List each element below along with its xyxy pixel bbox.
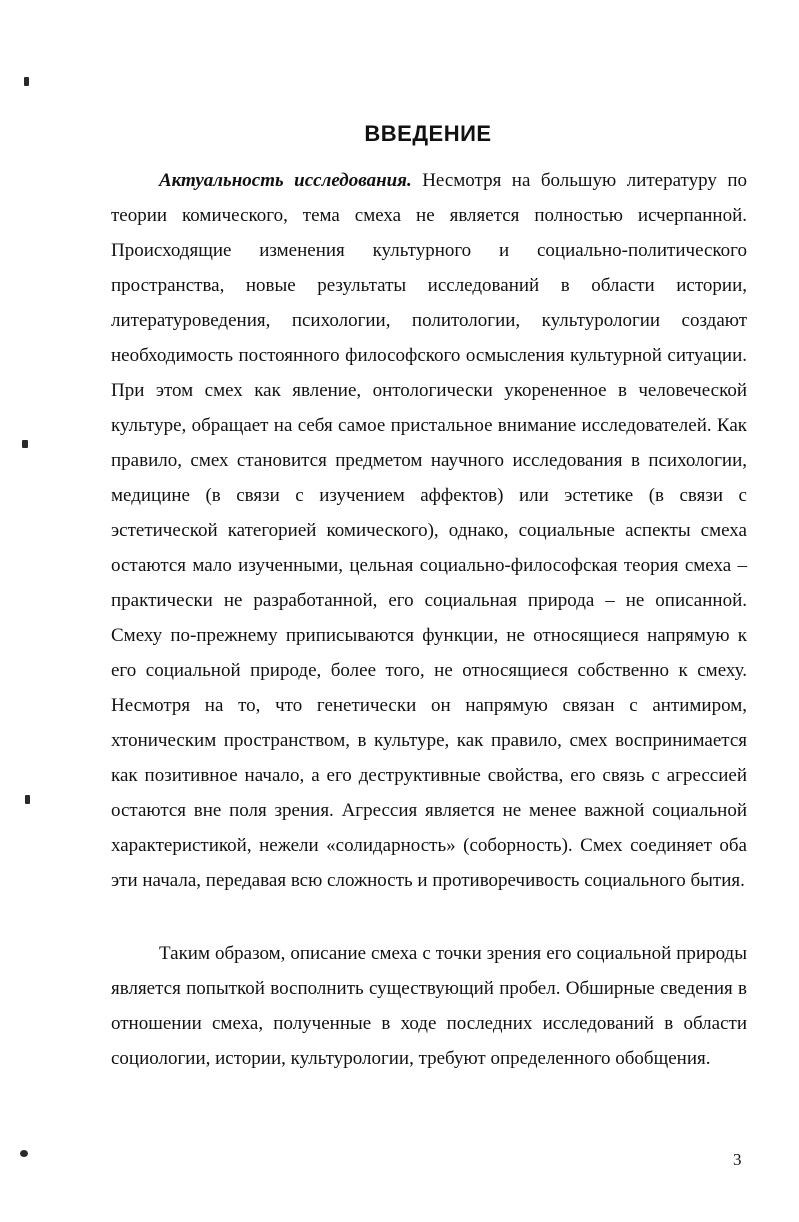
- paragraph-relevance: [111, 163, 747, 898]
- page-number: 3: [733, 1150, 742, 1169]
- paragraph-lead-heading: Актуальность исследования.: [159, 170, 412, 191]
- paragraph-text: Таким образом, описание смеха с точки зрения его социальной природы является попыткой восполнить существующий пробел. Обширные сведения в отношении смеха, полученные в ходе последних исследований в области социологии, истории, культурологии, требуют определенного обобщения.: [111, 943, 747, 1069]
- scan-speck: [24, 77, 29, 86]
- page-title: ВВЕДЕНИЕ: [364, 121, 492, 146]
- scan-speck: [20, 1150, 28, 1157]
- scan-speck: [25, 795, 30, 804]
- paragraph-text: Несмотря на большую литературу по теории комического, тема смеха не является полностью исчерпанной. Происходящие изменения культурного и социально-политического пространства, новые результаты исследований в области истории, литературоведения, психологии, политологии, культурологии создают необходимость постоянного философского осмысления культурной ситуации. При этом смех как явление, онтологически укорененное в человеческой культуре, обращает на себя самое пристальное внимание исследователей. Как правило, смех становится предметом научного исследования в психологии, медицине (в связи с изучением аффектов) или эстетике (в связи с эстетической категорией комического), однако, социальные аспекты смеха остаются мало изученными, цельная социально-философская теория смеха –практически не разработанной, его социальная природа – не описанной. Смеху по-прежнему приписываются функции, не относящиеся напрямую к его социальной природе, более того, не относящиеся собственно к смеху. Несмотря на то, что генетически он напрямую связан с антимиром, хтоническим пространством, в культуре, как правило, смех воспринимается как позитивное начало, а его деструктивные свойства, его связь с агрессией остаются вне поля зрения. Агрессия является не менее важной социальной характеристикой, нежели «солидарность» (соборность). Смех соединяет оба эти начала, передавая всю сложность и противоречивость социального бытия.: [111, 170, 747, 891]
- scan-speck: [22, 440, 28, 448]
- paragraph-conclusion: [111, 936, 747, 1076]
